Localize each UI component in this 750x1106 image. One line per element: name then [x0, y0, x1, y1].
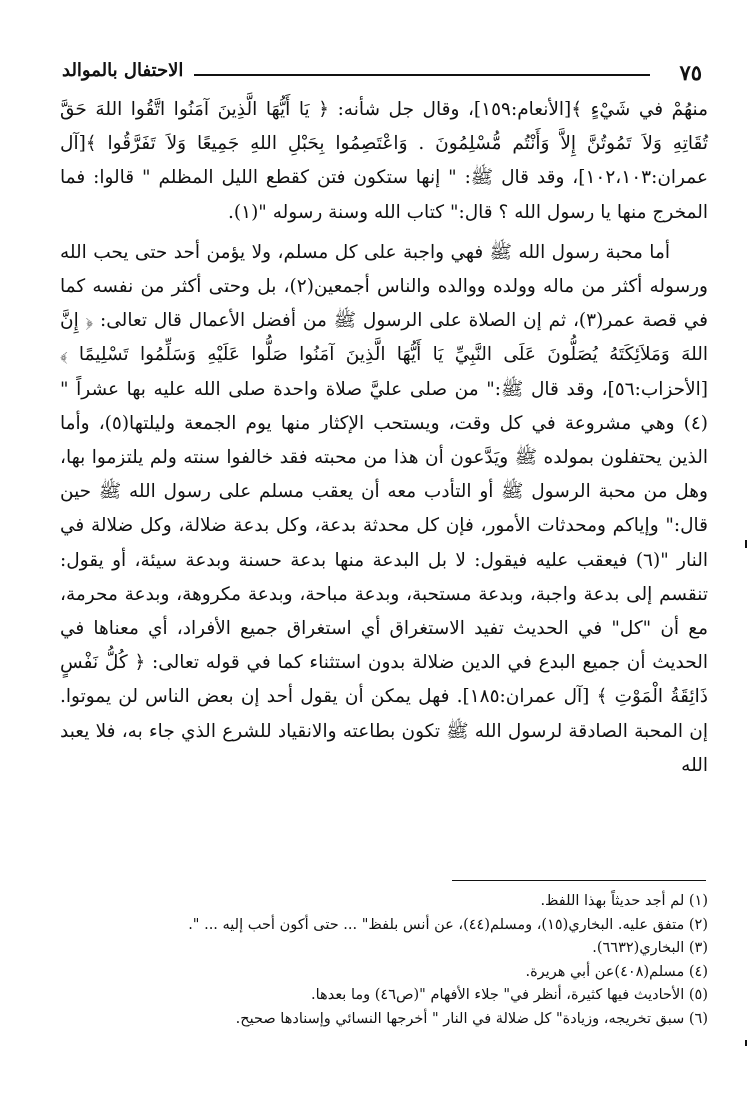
footnote-5: (٥) الأحاديث فيها كثيرة، أنظر في" جلاء الأفهام "(ص٤٦) وما بعدها.	[311, 987, 708, 1003]
footnote-6: (٦) سبق تخريجه، وزيادة" كل ضلالة في النار " أخرجها النسائي وإسنادها صحيح.	[235, 1010, 708, 1027]
footnote-1: (١) لم أجد حديثاً بهذا اللفظ.	[540, 893, 708, 909]
footnote-4: (٤) مسلم(٤٠٨)عن أبي هريرة.	[525, 963, 708, 980]
footnotes-list	[60, 890, 708, 1031]
margin-mark	[745, 540, 747, 548]
footnote-separator	[452, 880, 706, 881]
header-rule	[194, 74, 650, 76]
paragraph-2: أما محبة رسول الله ﷺ فهي واجبة على كل مسلم، ولا يؤمن أحد حتى يحب الله ورسوله أكثر من ماله وولده ووالده والناس أجمعين(٢)، بل وحتى أكثر من نفسه كما في قصة عمر(٣)، ثم إن الصلاة على الرسول ﷺ من أفضل الأعمال قال تعالى: ﴿ إِنَّ اللهَ وَمَلاَئِكَتَهُ يُصَلُّونَ عَلَى النَّبِيِّ يَا أَيُّهَا الَّذِينَ آمَنُوا صَلُّوا عَلَيْهِ وَسَلِّمُوا تَسْلِيمًا ﴾ [الأحزاب:٥٦]، وقد قال ﷺ:" من صلى عليَّ صلاة واحدة صلى الله عليه بها عشراً "(٤) وهي مشروعة في كل وقت، ويستحب الإكثار منها يوم الجمعة وليلتها(٥)، وأما الذين يحتفلون بمولده ﷺ ويَدَّعون أن هذا من محبته فقد خالفوا سنته ولم يلتزموا بها، وهل من محبة الرسول ﷺ أو التأدب معه أن يعقب مسلم على رسول الله ﷺ حين قال:" وإياكم ومحدثات الأمور، فإن كل محدثة بدعة، وكل بدعة ضلالة، وكل ضلالة في النار "(٦) فيعقب عليه فيقول: لا بل البدعة منها بدعة حسنة وبدعة سيئة، أو يقول: تنقسم إلى بدعة واجبة، وبدعة مستحبة، وبدعة مباحة، وبدعة مكروهة، وبدعة محرمة، مع أن "كل" في الحديث تفيد الاستغراق أي استغراق جميع الأفراد، أي معناها في الحديث أن جميع البدع في الدين ضلالة بدون استثناء كما في قوله تعالى: ﴿ كُلُّ نَفْسٍ ذَائِقَةُ الْمَوْتِ ﴾ [آل عمران:١٨٥]. فهل يمكن أن يقول أحد إن بعض الناس لن يموتوا. إن المحبة الصادقة لرسول الله ﷺ تكون بطاعته والانقياد للشرع الذي جاء به، فلا يعبد الله	[60, 241, 708, 776]
footnote-2: (٢) متفق عليه. البخاري(١٥)، ومسلم(٤٤)، عن أنس بلفظ" ... حتى أكون أحب إليه ... ".	[188, 916, 708, 933]
margin-mark	[745, 1040, 747, 1046]
running-title: الاحتفال بالموالد	[62, 60, 184, 81]
page-number: ٧٥	[679, 60, 702, 85]
main-text	[60, 93, 708, 783]
page-header	[62, 60, 702, 88]
paragraph-1: منهُمْ في شَيْءٍ ﴾[الأنعام:١٥٩]، وقال جل شأنه: ﴿ يَا أَيُّهَا الَّذِينَ آمَنُوا اتَّقُوا اللهَ حَقَّ تُقَاتِهِ وَلاَ تَمُوتُنَّ إِلاَّ وَأَنْتُم مُّسْلِمُونَ . وَاعْتَصِمُوا بِحَبْلِ اللهِ جَمِيعًا وَلاَ تَفَرَّقُوا ﴾[آل عمران:١٠٢،١٠٣]، وقد قال ﷺ: " إنها ستكون فتن كقطع الليل المظلم " قالوا: فما المخرج منها يا رسول الله ؟ قال:" كتاب الله وسنة رسوله "(١).	[60, 99, 708, 223]
footnote-3: (٣) البخاري(٦٦٣٢).	[592, 940, 708, 956]
